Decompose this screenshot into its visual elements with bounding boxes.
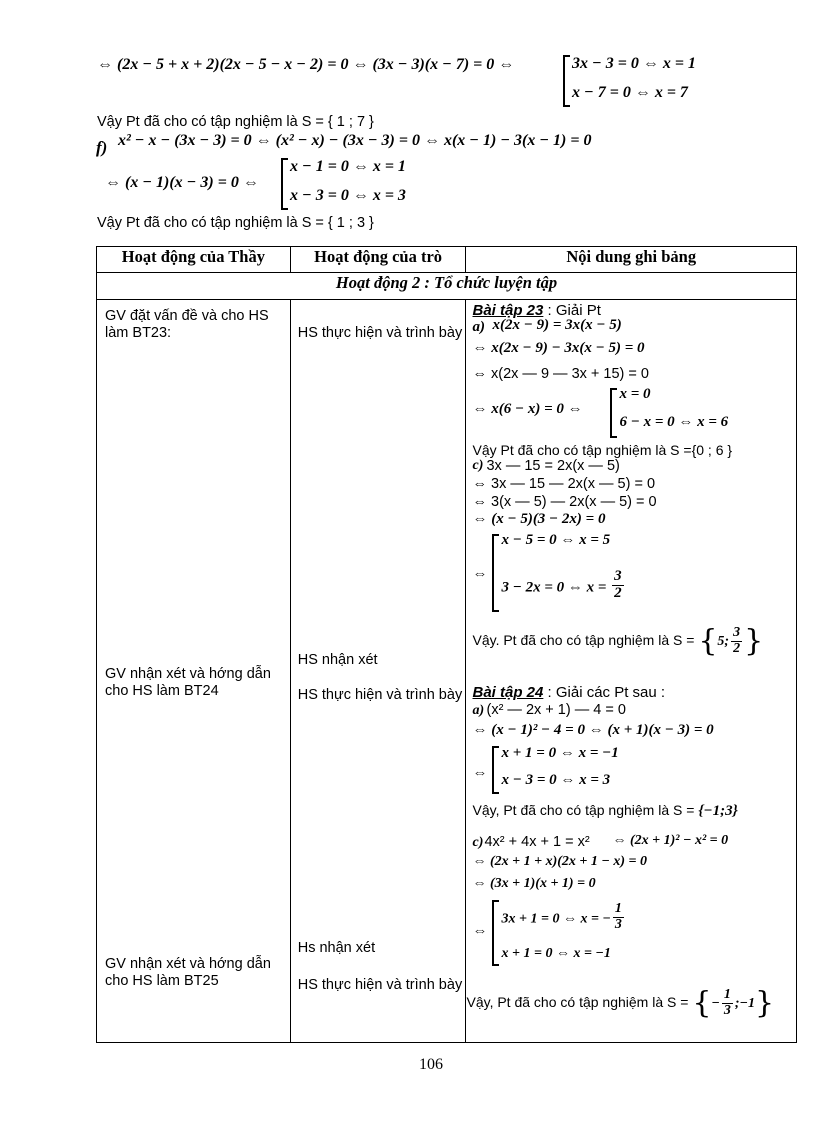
teacher-note-bt25: GV nhận xét và hớng dẫn cho HS làm BT25 — [105, 956, 271, 989]
set-brace-close: } — [755, 985, 775, 1021]
a24-label: a) — [472, 703, 485, 718]
bt24-title: Bài tập 24 — [472, 684, 544, 701]
a24-case-2: x − 3 = 0 ⇔ x = 3 — [501, 772, 611, 788]
c24-label: c) — [472, 835, 484, 850]
c-set-fraction — [731, 626, 742, 656]
c-case-1: x − 5 = 0 ⇔ x = 5 — [501, 532, 611, 548]
student-note-1: HS thực hiện và trình bày — [297, 325, 463, 341]
header-teacher: Hoạt động của Thầy — [97, 247, 291, 273]
case-bracket — [492, 900, 499, 966]
a24-case-1: x + 1 = 0 ⇔ x = −1 — [501, 745, 619, 761]
page-number: 106 — [419, 1056, 443, 1073]
a-eq-1: x(2x − 9) = 3x(x − 5) — [492, 317, 622, 333]
equation-e-case-1: 3x − 3 = 0 ⇔ x = 1 — [572, 55, 696, 72]
a24-equiv: ⇔ — [472, 765, 488, 781]
bt24-heading — [472, 684, 665, 701]
a24-eq-1: (x² — 2x + 1) — 4 = 0 — [486, 702, 626, 718]
student-note-5: HS thực hiện và trình bày — [297, 977, 463, 993]
case-bracket — [492, 746, 499, 794]
c-set-denominator: 2 — [733, 640, 741, 656]
c24-set-value: ;−1 — [734, 995, 756, 1011]
c24-conclusion-text: Vậy, Pt đã cho có tập nghiệm là S = — [466, 993, 689, 1010]
c24-frac-numerator: 1 — [614, 901, 622, 916]
c-case-2-text: 3 − 2x = 0 ⇔ x = — [501, 579, 607, 596]
teacher-note-bt23: GV đặt vấn đề và cho HS làm BT23: — [105, 308, 269, 341]
student-note-3: HS thực hiện và trình bày — [297, 687, 463, 703]
c24-set-minus: − — [711, 995, 720, 1011]
content-column — [466, 300, 797, 1043]
a24-set: {−1;3} — [698, 803, 738, 819]
equation-e-case-2: x − 7 = 0 ⇔ x = 7 — [572, 84, 688, 101]
c-frac-numerator: 3 — [614, 568, 622, 584]
conclusion-f: Vậy Pt đã cho có tập nghiệm là S = { 1 ; 3 } — [97, 215, 374, 231]
equation-f-line: x² − x − (3x − 3) = 0 ⇔ (x² − x) − (3x − 3) = 0 ⇔ x(x − 1) − 3(x − 1) = 0 — [118, 132, 592, 149]
section-title: Hoạt động 2 : Tổ chức luyện tập — [97, 273, 797, 300]
conclusion-e: Vậy Pt đã cho có tập nghiệm là S = { 1 ; 7 } — [97, 114, 374, 130]
teacher-column — [97, 300, 291, 1043]
a-conclusion: Vậy Pt đã cho có tập nghiệm là S ={0 ; 6 } — [472, 442, 733, 458]
a24-eq-2: ⇔ (x − 1)² − 4 = 0 ⇔ (x + 1)(x − 3) = 0 — [472, 722, 714, 738]
a-eq-4: ⇔ x(6 − x) = 0 ⇔ — [472, 401, 583, 417]
equation-f-case-1: x − 1 = 0 ⇔ x = 1 — [290, 158, 406, 175]
c-conclusion — [472, 623, 764, 659]
c24-equiv: ⇔ — [472, 923, 488, 939]
set-brace-close: } — [744, 623, 764, 659]
student-column — [290, 300, 466, 1043]
c24-case-1-text: 3x + 1 = 0 ⇔ x = − — [501, 911, 611, 927]
case-bracket — [563, 55, 570, 107]
c24-eq-1b: ⇔ (2x + 1)² − x² = 0 — [612, 833, 729, 848]
label-f: f) — [96, 138, 108, 157]
header-student: Hoạt động của trò — [290, 247, 466, 273]
case-bracket — [281, 158, 288, 210]
c24-eq-3: ⇔ (3x + 1)(x + 1) = 0 — [472, 876, 596, 891]
header-content: Nội dung ghi bảng — [466, 247, 797, 273]
set-brace-open: { — [692, 985, 712, 1021]
c-frac-denominator: 2 — [614, 584, 622, 601]
c24-conclusion — [466, 985, 775, 1021]
student-note-4: Hs nhận xét — [297, 940, 376, 956]
equation-e-line: ⇔ (2x − 5 + x + 2)(2x − 5 − x − 2) = 0 ⇔ (3x − 3)(x − 7) = 0 ⇔ — [97, 56, 515, 73]
bt23-title: Bài tập 23 — [472, 302, 544, 319]
bt23-subtitle: : Giải Pt — [543, 302, 601, 319]
c24-eq-2: ⇔ (2x + 1 + x)(2x + 1 − x) = 0 — [472, 854, 648, 869]
a-case-2: 6 − x = 0 ⇔ x = 6 — [619, 414, 729, 430]
c-case-2 — [501, 568, 625, 605]
c24-frac-denominator: 3 — [614, 916, 622, 932]
lesson-table — [96, 246, 797, 1043]
c-eq-4: ⇔ (x − 5)(3 − 2x) = 0 — [472, 511, 606, 527]
a24-conclusion — [472, 802, 737, 820]
c24-set-numerator: 1 — [723, 987, 731, 1002]
case-bracket — [492, 534, 499, 612]
equation-f-case-2: x − 3 = 0 ⇔ x = 3 — [290, 187, 406, 204]
set-brace-open: { — [698, 623, 718, 659]
c24-case-2: x + 1 = 0 ⇔ x = −1 — [501, 946, 611, 961]
case-bracket — [610, 388, 617, 438]
bt24-subtitle: : Giải các Pt sau : — [543, 684, 666, 701]
a-eq-3: ⇔ x(2x — 9 — 3x + 15) = 0 — [472, 366, 649, 382]
a-eq-2: ⇔ x(2x − 9) − 3x(x − 5) = 0 — [472, 340, 645, 356]
c-eq-3: ⇔ 3(x — 5) — 2x(x — 5) = 0 — [472, 494, 657, 510]
a-case-1: x = 0 — [619, 386, 651, 402]
c-label: c) — [472, 458, 484, 473]
c-eq-2: ⇔ 3x — 15 — 2x(x — 5) = 0 — [472, 476, 656, 492]
c-fraction — [612, 569, 624, 602]
c-equiv: ⇔ — [472, 566, 488, 582]
c24-set-fraction — [722, 988, 733, 1018]
equation-f-line-2: ⇔ (x − 1)(x − 3) = 0 ⇔ — [105, 174, 259, 191]
c24-fraction — [613, 902, 624, 932]
c24-set-denominator: 3 — [723, 1002, 731, 1018]
teacher-note-bt24: GV nhận xét và hớng dẫn cho HS làm BT24 — [105, 666, 271, 699]
a24-conclusion-text: Vậy, Pt đã cho có tập nghiệm là S = — [472, 802, 695, 818]
student-note-2: HS nhận xét — [297, 652, 378, 668]
c24-case-1 — [501, 901, 625, 934]
c24-eq-1: 4x² + 4x + 1 = x² — [484, 834, 590, 850]
a-label: a) — [472, 319, 485, 335]
c-set-numerator: 3 — [733, 625, 741, 640]
c-eq-1: 3x — 15 = 2x(x — 5) — [486, 458, 620, 474]
c-set-value: 5; — [717, 633, 730, 649]
c-conclusion-text: Vậy. Pt đã cho có tập nghiệm là S = — [472, 631, 695, 648]
